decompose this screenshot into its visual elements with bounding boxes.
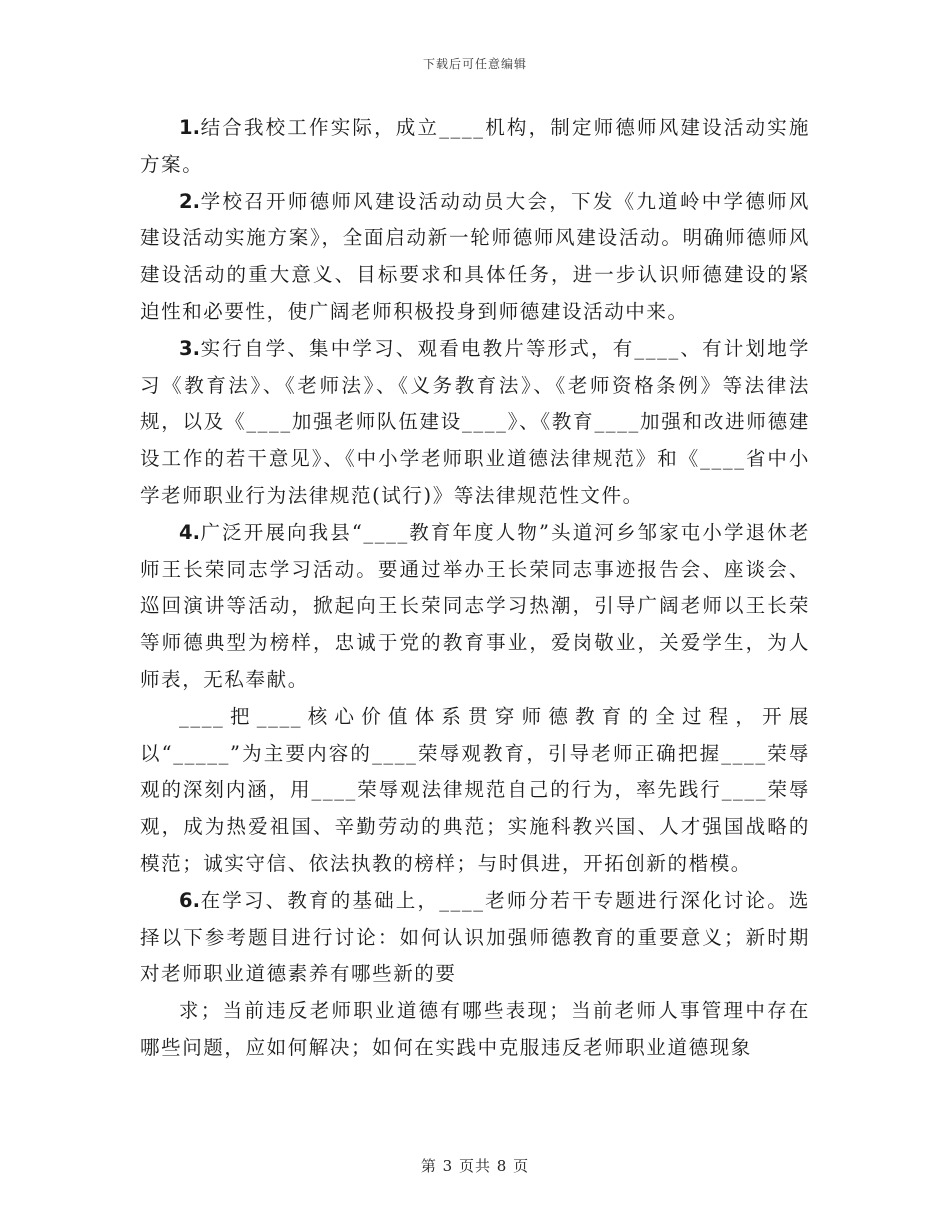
document-body bbox=[140, 110, 810, 1067]
paragraph-2 bbox=[140, 184, 810, 331]
page-header: 下载后可任意编辑 bbox=[422, 57, 527, 71]
page-number: 第 3 页共 8 页 bbox=[420, 1157, 530, 1175]
paragraph-3 bbox=[140, 331, 810, 515]
item-number: 4. bbox=[179, 520, 200, 544]
paragraph-text: 实行自学、集中学习、观看电教片等形式，有____、有计划地学习《教育法》、《老师法》、《义务教育法》、《老师资格条例》等法律法规，以及《____加强老师队伍建设____》、《教育____加强和改进师德建设工作的若干意见》、《中小学老师职业道德法律规范》和《____省中小学老师职业行为法律规范(试行)》等法律规范性文件。 bbox=[140, 336, 810, 507]
item-number: 3. bbox=[179, 336, 200, 360]
paragraph-text: 在学习、教育的基础上，____老师分若干专题进行深化讨论。选择以下参考题目进行讨论：如何认识加强师德教育的重要意义；新时期对老师职业道德素养有哪些新的要 bbox=[140, 888, 810, 986]
item-number: 1. bbox=[179, 116, 200, 139]
item-number: 2. bbox=[179, 189, 200, 213]
paragraph-5 bbox=[140, 699, 810, 883]
paragraph-text: 学校召开师德师风建设活动动员大会，下发《九道岭中学德师风建设活动实施方案》，全面启动新一轮师德师风建设活动。明确师德师风建设活动的重大意义、目标要求和具体任务，进一步认识师德建设的紧迫性和必要性，使广阔老师积极投身到师德建设活动中来。 bbox=[140, 189, 810, 323]
paragraph-7 bbox=[140, 993, 810, 1067]
paragraph-6 bbox=[140, 883, 810, 993]
paragraph-text: 结合我校工作实际，成立____机构，制定师德师风建设活动实施方案。 bbox=[140, 116, 810, 176]
paragraph-text: ____把____核心价值体系贯穿师德教育的全过程，开展以“_____”为主要内容的____荣辱观教育，引导老师正确把握____荣辱观的深刻内涵，用____荣辱观法律规范自己的行为，率先践行____荣辱观，成为热爱祖国、辛勤劳动的典范；实施科教兴国、人才强国战略的模范；诚实守信、依法执教的榜样；与时俱进，开拓创新的楷模。 bbox=[140, 704, 810, 875]
paragraph-4 bbox=[140, 515, 810, 699]
paragraph-1 bbox=[140, 110, 810, 184]
paragraph-text: 求；当前违反老师职业道德有哪些表现；当前老师人事管理中存在哪些问题，应如何解决；如何在实践中克服违反老师职业道德现象 bbox=[140, 999, 810, 1059]
item-number: 6. bbox=[179, 888, 200, 912]
paragraph-text: 广泛开展向我县“____教育年度人物”头道河乡邹家屯小学退休老师王长荣同志学习活动。要通过举办王长荣同志事迹报告会、座谈会、巡回演讲等活动，掀起向王长荣同志学习热潮，引导广阔老师以王长荣等师德典型为榜样，忠诚于党的教育事业，爱岗敬业，关爱学生，为人师表，无私奉献。 bbox=[140, 520, 810, 691]
